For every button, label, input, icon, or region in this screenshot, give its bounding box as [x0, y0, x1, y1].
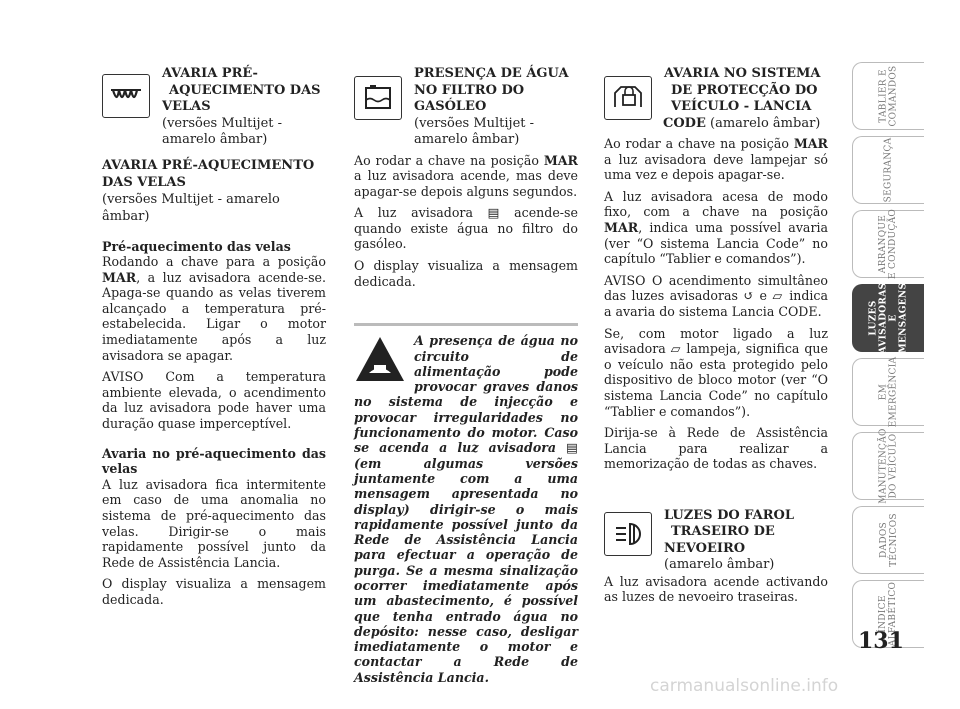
- paragraph: Ao rodar a chave na posição MAR a luz avisadora deve lampejar só uma vez e depois apagar-se.: [604, 136, 828, 183]
- tab-luzes-avisadoras[interactable]: LUZES AVISADORAS E MENSAGENS: [852, 284, 924, 352]
- water-in-fuel-icon: [354, 76, 402, 120]
- paragraph: A luz avisadora fica intermitente em caso de uma anomalia no sistema de pré-aquecimento das velas. Dirigir-se o mais rapidamente possível junto da Rede de Assistência Lancia.: [102, 476, 326, 570]
- subheading-failure: Avaria no pré-aquecimento das velas: [102, 445, 326, 477]
- paragraph: A luz avisadora ▤ acende-se quando existe água no filtro do gasóleo.: [354, 205, 578, 252]
- paragraph: O display visualiza a mensagem dedicada.: [354, 258, 578, 289]
- column-glow-plugs: [102, 66, 326, 614]
- paragraph: AVISO O acendimento simultâneo das luzes avisadoras ↺ e ▱ indica a avaria do sistema Lancia CODE.: [604, 272, 828, 319]
- paragraph: Dirija-se à Rede de Assistência Lancia para realizar a memorização de todas as chaves.: [604, 425, 828, 472]
- tab-emergencia[interactable]: EM EMERGÊNCIA: [852, 358, 924, 426]
- water-in-fuel-icon: ▤: [487, 205, 500, 221]
- fog-heading: LUZES DO FAROL TRASEIRO DE NEVOEIRO (amarelo âmbar): [664, 507, 795, 573]
- water-heading: PRESENÇA DE ÁGUA NO FILTRO DO GASÓLEO (versões Multijet - amarelo âmbar): [414, 66, 569, 147]
- warning-triangle-icon: [354, 335, 406, 383]
- tab-seguranca[interactable]: SEGURANÇA: [852, 136, 924, 204]
- paragraph: A luz avisadora acesa de modo fixo, com a chave na posição MAR, indica uma possível avaria (ver “O sistema Lancia Code” no capítulo “Tablier e comandos”).: [604, 188, 828, 267]
- tab-dados[interactable]: DADOS TÉCNICOS: [852, 506, 924, 574]
- paragraph: AVISO Com a temperatura ambiente elevada, o acendimento da luz avisadora pode haver uma duração quase imperceptível.: [102, 369, 326, 432]
- tab-tablier[interactable]: TABLIER E COMANDOS: [852, 62, 924, 130]
- paragraph: Rodando a chave para a posição MAR, a luz avisadora acende-se. Apaga-se quando as velas tiverem alcançado a temperatura pré-estabelecida. Ligar o motor imediatamente após a luz avisadora se apagar.: [102, 254, 326, 363]
- tab-indice[interactable]: ÍNDICE ALFABÉTICO: [852, 580, 924, 648]
- glow-plug-heading: AVARIA PRÉ- AQUECIMENTO DAS VELAS (versões Multijet - amarelo âmbar): [162, 66, 321, 147]
- column-lancia-code: [604, 66, 828, 611]
- paragraph: Se, com motor ligado a luz avisadora ▱ lampeja, significa que o veículo não esta protegido pelo dispositivo de bloco motor (ver “O sistema Lancia Code” no capítulo “Tablier e comandos”).: [604, 325, 828, 419]
- water-in-fuel-icon: ▤: [566, 440, 578, 456]
- fog-light-section: [604, 508, 828, 605]
- section-title: AVARIA PRÉ-AQUECIMENTO DAS VELAS: [102, 157, 315, 190]
- section-subtitle: (versões Multijet - amarelo âmbar): [102, 191, 280, 224]
- warning-note: [354, 333, 578, 685]
- page-number: 131: [858, 628, 904, 654]
- subheading-preheating: Pré-aquecimento das velas: [102, 238, 291, 254]
- lancia-code-icon: ▱: [670, 341, 682, 357]
- paragraph: Ao rodar a chave na posição MAR a luz avisadora acende, mas deve apagar-se depois alguns segundos.: [354, 152, 578, 199]
- lancia-code-icon: [604, 76, 652, 120]
- tab-arranque[interactable]: ARRANQUE E CONDUÇÃO: [852, 210, 924, 278]
- paragraph: A luz avisadora acende activando as luzes de nevoeiro traseiras.: [604, 573, 828, 605]
- paragraph: O display visualiza a mensagem dedicada.: [102, 576, 326, 607]
- chapter-tabs: [852, 62, 924, 654]
- lancia-code-heading: AVARIA NO SISTEMA DE PROTECÇÃO DO VEÍCULO - LANCIA CODE (amarelo âmbar): [663, 66, 821, 131]
- rear-fog-light-icon: [604, 512, 652, 556]
- lancia-code-icon: ▱: [772, 288, 784, 304]
- engine-icon: ↺: [743, 288, 755, 304]
- tab-manutencao[interactable]: MANUTENÇÃO DO VEÍCULO: [852, 432, 924, 500]
- column-water-in-fuel: [354, 66, 578, 685]
- footer-watermark: carmanualsonline.info: [650, 676, 839, 696]
- warning-note-text: A presença de água no circuito de alimentação pode provocar graves danos no sistema de injecção e provocar irregularidades no funcionamento do motor. Caso se acenda a luz avisadora ▤ (em algumas versões juntamente com a uma mensagem apresentada no display) dirigir-se o mais rapidamente possível junto da Rede de Assistência Lancia para efectuar a operação de purga. Se a mesma sinalização ocorrer imediatamente após um abastecimento, é possível que tenha entrado água no depósito: nesse caso, desligar imediatamente o motor e contactar a Rede de Assistência Lancia.: [354, 333, 578, 685]
- glow-plug-icon: [102, 74, 150, 118]
